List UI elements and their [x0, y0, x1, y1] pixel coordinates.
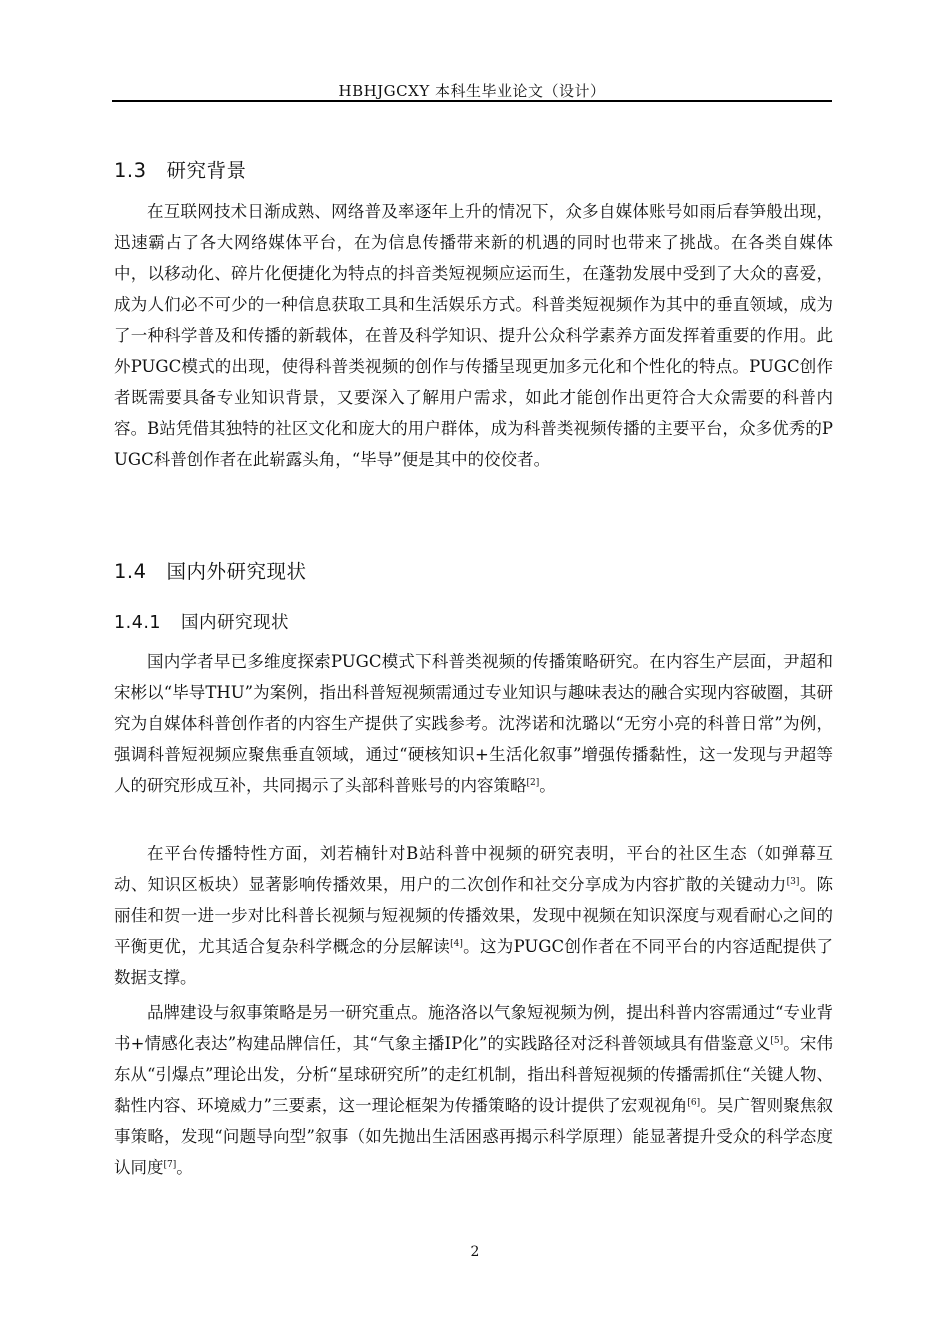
- paragraph-text: 。: [539, 776, 556, 795]
- section-heading-1-4: [114, 556, 307, 584]
- paragraph-text: 国内学者早已多维度探索PUGC模式下科普类视频的传播策略研究。在内容生产层面，尹超和宋彬以“毕导THU”为案例，指出科普短视频需通过专业知识与趣味表达的融合实现内容破圈，其研究为自媒体科普创作者的内容生产提供了实践参考。沈涔诺和沈璐以“无穷小亮的科普日常”为例，强调科普短视频应聚焦垂直领域，通过“硬核知识+生活化叙事”增强传播黏性，这一发现与尹超等人的研究形成互补，共同揭示了头部科普账号的内容策略: [114, 652, 833, 795]
- paragraph-text: 。宋伟东从“引爆点”理论出发，分析“星球研究所”的走红机制，指出科普短视频的传播需抓住“关键人物、黏性内容、环境威力”三要素，这一理论框架为传播策略的设计提供了宏观视角: [114, 1034, 833, 1115]
- paragraph-text: 。吴广智则聚焦叙事策略，发现“问题导向型”叙事（如先抛出生活困惑再揭示科学原理）能显著提升受众的科学态度认同度: [114, 1096, 834, 1177]
- citation: [5]: [770, 1036, 784, 1046]
- header-rule: [112, 100, 832, 102]
- subsection-heading-1-4-1: [114, 609, 289, 634]
- paragraph-brand-narrative: [114, 997, 833, 1183]
- section-title: 国内外研究现状: [166, 560, 307, 583]
- paragraph-platform-features: [114, 838, 833, 993]
- page-number: 2: [470, 1244, 480, 1260]
- paragraph-text: 。陈丽佳和贺一进一步对比科普长视频与短视频的传播效果，发现中视频在知识深度与观看耐心之间的平衡更优，尤其适合复杂科学概念的分层解读: [114, 875, 834, 956]
- paragraph-text: 在平台传播特性方面，刘若楠针对B站科普中视频的研究表明，平台的社区生态（如弹幕互动、知识区板块）显著影响传播效果，用户的二次创作和社交分享成为内容扩散的关键动力: [114, 844, 833, 894]
- paragraph-content-production: [114, 646, 833, 801]
- subsection-number: 1.4.1: [114, 613, 162, 633]
- paragraph-text: 。这为PUGC创作者在不同平台的内容适配提供了数据支撑。: [114, 937, 833, 987]
- paragraph-text: 。: [176, 1158, 193, 1177]
- citation: [2]: [526, 778, 540, 788]
- section-number: 1.3: [114, 159, 147, 182]
- subsection-title: 国内研究现状: [181, 613, 290, 633]
- paragraph-background: 在互联网技术日渐成熟、网络普及率逐年上升的情况下，众多自媒体账号如雨后春笋般出现，迅速霸占了各大网络媒体平台，在为信息传播带来新的机遇的同时也带来了挑战。在各类自媒体中，以移动化、碎片化便捷化为特点的抖音类短视频应运而生，在蓬勃发展中受到了大众的喜爱，成为人们必不可少的一种信息获取工具和生活娱乐方式。科普类短视频作为其中的垂直领域，成为了一种科学普及和传播的新载体，在普及科学知识、提升公众科学素养方面发挥着重要的作用。此外PUGC模式的出现，使得科普类视频的创作与传播呈现更加多元化和个性化的特点。PUGC创作者既需要具备专业知识背景，又要深入了解用户需求，如此才能创作出更符合大众需要的科普内容。B站凭借其独特的社区文化和庞大的用户群体，成为科普类视频传播的主要平台，众多优秀的PUGC科普创作者在此崭露头角，“毕导”便是其中的佼佼者。: [114, 202, 833, 469]
- citation: [3]: [786, 877, 800, 887]
- section-title: 研究背景: [166, 159, 247, 182]
- citation: [4]: [450, 939, 463, 949]
- citation: [6]: [687, 1098, 701, 1108]
- section-number: 1.4: [114, 560, 147, 583]
- running-header: HBHJGCXY 本科生毕业论文（设计）: [338, 82, 606, 100]
- paragraph-text: 品牌建设与叙事策略是另一研究重点。施洛洛以气象短视频为例，提出科普内容需通过“专业背书+情感化表达”构建品牌信任，其“气象主播IP化”的实践路径对泛科普领域具有借鉴意义: [114, 1003, 833, 1053]
- citation: [7]: [163, 1160, 177, 1170]
- section-heading-1-3: [114, 155, 247, 183]
